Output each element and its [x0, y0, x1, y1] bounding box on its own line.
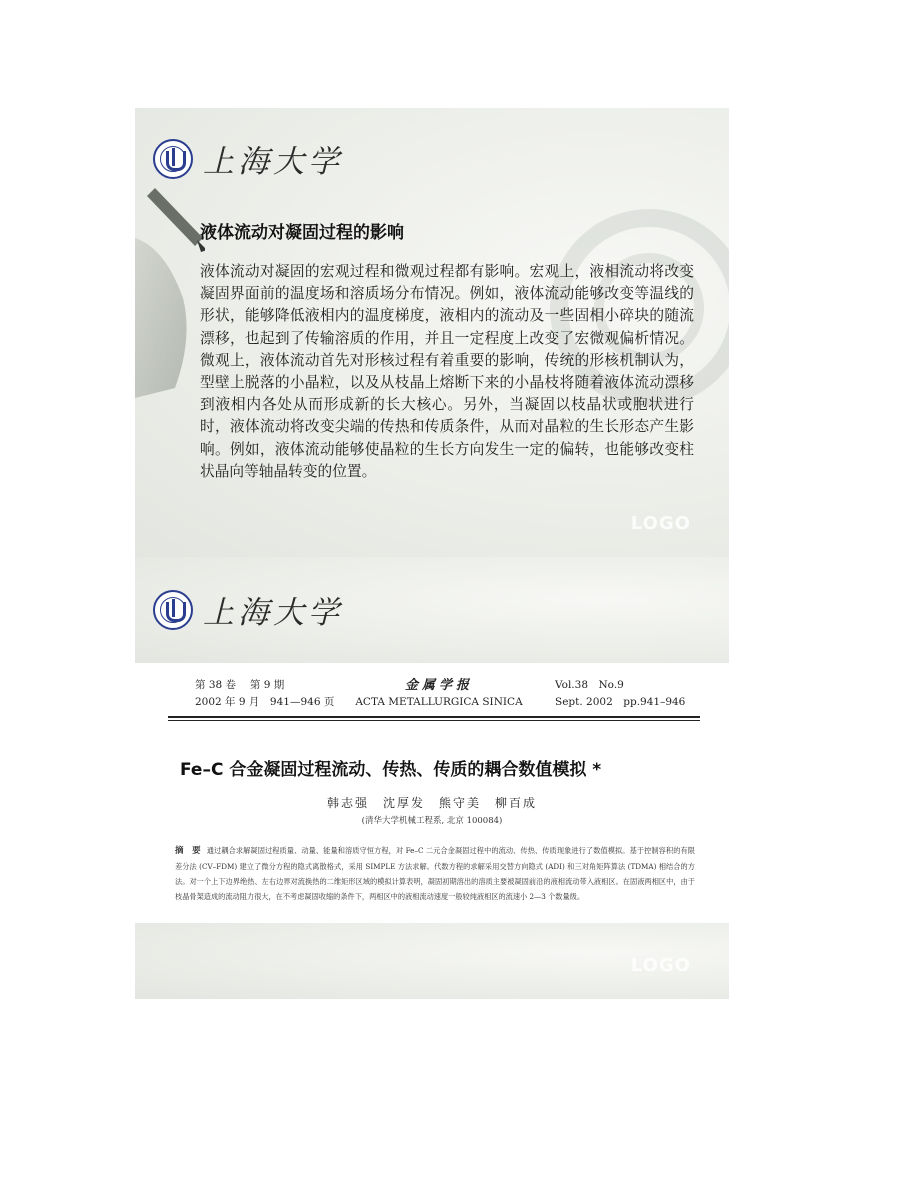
journal-name-cn: 金属学报 — [404, 678, 473, 693]
volume-issue: 第 38 卷 第 9 期 — [195, 679, 285, 691]
date-pages-en: Sept. 2002 pp.941–946 — [555, 696, 686, 708]
date-pages: 2002 年 9 月 941—946 页 — [195, 696, 335, 708]
paper-page — [135, 663, 729, 923]
logo-watermark: LOGO — [630, 955, 691, 976]
university-name: 上海大学 — [203, 595, 343, 631]
slide-footer — [135, 923, 729, 999]
university-seal-icon — [153, 139, 193, 179]
volume-issue-en: Vol.38 No.9 — [555, 679, 624, 691]
journal-name — [349, 677, 529, 711]
journal-issue-info-en — [555, 677, 715, 711]
header-rule-thin — [168, 720, 700, 721]
logo-watermark: LOGO — [630, 513, 691, 534]
slide-body-text: 液体流动对凝固的宏观过程和微观过程都有影响。宏观上，液相流动将改变凝固界面前的温度场和溶质场分布情况。例如，液体流动能够改变等温线的形状，能够降低液相内的温度梯度，液相内的流动及一些固相小碎块的随流漂移，也起到了传输溶质的作用，并且一定程度上改变了宏微观偏析情况。微观上，液体流动首先对形核过程有着重要的影响，传统的形核机制认为，型壁上脱落的小晶粒，以及从枝晶上熔断下来的小晶枝将随着液体流动漂移到液相内各处从而形成新的长大核心。另外，当凝固以枝晶状或胞状进行时，液体流动将改变尖端的传热和传质条件，从而对晶粒的生长形态产生影响。例如，液体流动能够使晶粒的生长方向发生一定的偏转，也能够改变柱状晶向等轴晶转变的位置。 — [200, 263, 694, 480]
slide-liquid-flow — [135, 108, 729, 557]
header-rule — [168, 716, 700, 718]
university-name: 上海大学 — [203, 144, 343, 180]
paper-affiliation: (清华大学机械工程系, 北京 100084) — [361, 816, 503, 826]
university-logo — [153, 587, 343, 632]
university-seal-icon — [153, 590, 193, 630]
university-logo — [153, 136, 343, 181]
abstract-label: 摘 要 — [175, 846, 201, 856]
pen-hand-image — [135, 178, 205, 398]
paper-title: Fe–C 合金凝固过程流动、传热、传质的耦合数值模拟 * — [180, 760, 602, 780]
journal-issue-info — [195, 677, 335, 711]
journal-name-en: ACTA METALLURGICA SINICA — [355, 696, 523, 708]
slide-title: 液体流动对凝固过程的影响 — [200, 223, 404, 243]
abstract-text: 通过耦合求解凝固过程质量、动量、能量和溶质守恒方程，对 Fe–C 二元合金凝固过程中的流动、传热、传质现象进行了数值模拟。基于控制容积的有限差分法 (CV–FDM) 建立了微分方程的隐式离散格式，采用 SIMPLE 方法求解。代数方程的求解采用交替方向隐式 (ADI) 和三对角矩阵算法 (TDMA) 相结合的方法。对一个上下边界绝热、左右边界对流换热的二维矩形区域的模拟计算表明，凝固初期溶出的溶质主要被凝固前沿的液相流动带入液相区。在固液两相区中，由于枝晶骨架造成的流动阻力很大，在不考虑凝固收缩的条件下，两相区中的液相流动速度一般较纯液相区的流速小 2—3 个数量级。 — [175, 846, 695, 901]
paper-authors: 韩志强 沈厚发 熊守美 柳百成 — [326, 796, 537, 810]
paper-abstract — [175, 843, 695, 904]
slide-paper — [135, 557, 729, 663]
